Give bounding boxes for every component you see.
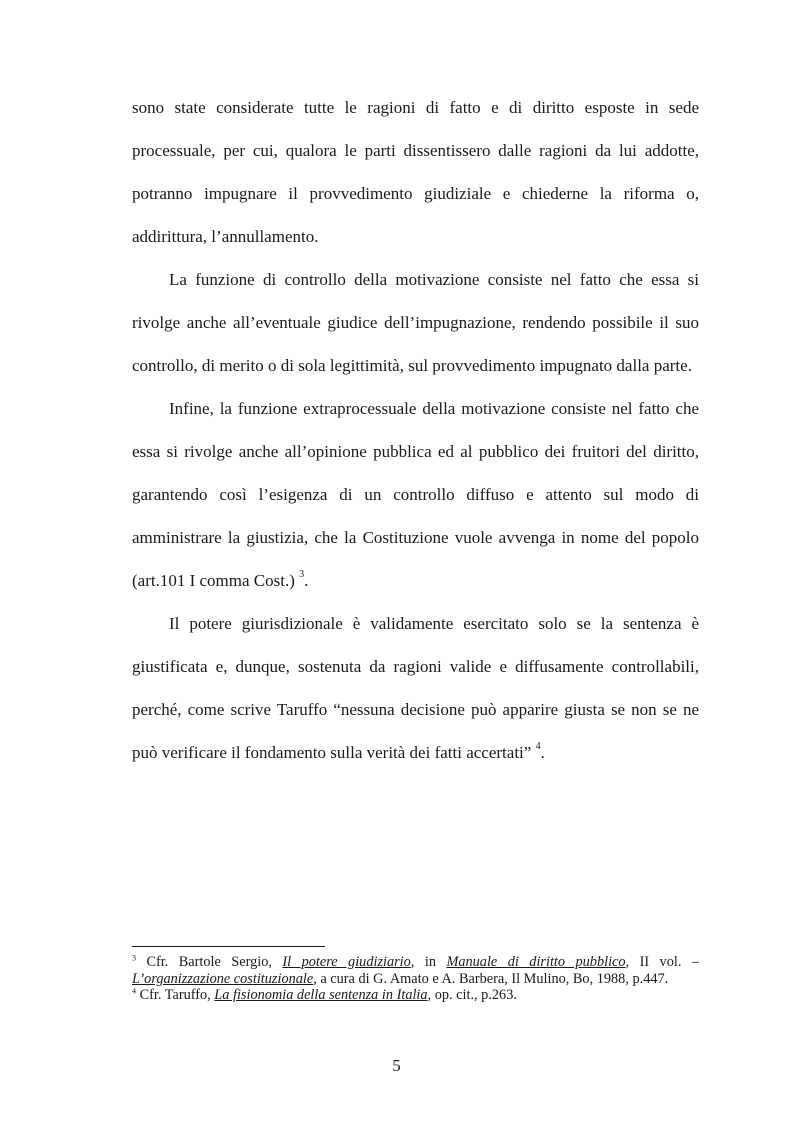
footnote-title-link: Il potere giudiziario xyxy=(282,954,411,970)
footnote-text: Cfr. Bartole Sergio, xyxy=(136,954,283,970)
body-text xyxy=(132,86,699,774)
footnotes xyxy=(132,954,699,1004)
paragraph-text: Infine, la funzione extraprocessuale della motivazione consiste nel fatto che essa si rivolge anche all’opinione pubblica ed al pubblico dei fruitori del diritto, garantendo così l’esigenza di un controllo diffuso e attento sul modo di amministrare la giustizia, che la Costituzione vuole avvenga in nome del popolo (art.101 I comma Cost.) xyxy=(132,399,699,590)
footnote-separator xyxy=(132,946,325,947)
paragraph-tail: . xyxy=(540,743,545,762)
footnote-number: 3 xyxy=(132,953,136,963)
paragraph-text: sono state considerate tutte le ragioni di fatto e di diritto esposte in sede processuale, per cui, qualora le parti dissentissero dalle ragioni da lui addotte, potranno impugnare il provvedimento giudiziale e chiederne la riforma o, addirittura, l’annullamento. xyxy=(132,98,699,246)
paragraph-jurisdictional-power xyxy=(132,602,699,774)
footnote-4 xyxy=(132,987,699,1004)
page-number: 5 xyxy=(392,1056,401,1075)
paragraph-text: La funzione di controllo della motivazione consiste nel fatto che essa si rivolge anche all’eventuale giudice dell’impugnazione, rendendo possibile il suo controllo, di merito o di sola legittimità, sul provvedimento impugnato dalla parte. xyxy=(132,270,699,375)
paragraph-extraprocessual-function xyxy=(132,387,699,602)
footnote-title-link: L’organizzazione costituzionale xyxy=(132,970,314,987)
footnote-text: , op. cit., p.263. xyxy=(427,987,517,1003)
footnote-3 xyxy=(132,954,699,987)
paragraph-continuation xyxy=(132,86,699,258)
footnote-text: Cfr. Taruffo, xyxy=(136,987,215,1003)
footnote-text: , II vol. – xyxy=(625,954,700,970)
paragraph-text: Il potere giurisdizionale è validamente esercitato solo se la sentenza è giustificata e, dunque, sostenuta da ragioni valide e diffusamente controllabili, perché, come scrive Taruffo “nessuna decisione può apparire giusta se non se ne può verificare il fondamento sulla verità dei fatti accertati” xyxy=(132,614,699,762)
paragraph-tail: . xyxy=(304,571,309,590)
footnote-reference[interactable]: 3 xyxy=(299,569,305,580)
paragraph-control-function xyxy=(132,258,699,387)
footnote-title-link: La fisionomia della sentenza in Italia xyxy=(214,987,428,1003)
footnote-text: , in xyxy=(410,954,447,970)
footnote-text: , a cura di G. Amato e A. Barbera, Il Mulino, Bo, 1988, p.447. xyxy=(313,970,669,987)
footnote-title-link: Manuale di diritto pubblico xyxy=(446,954,626,970)
footnote-reference[interactable]: 4 xyxy=(535,741,541,752)
footnote-number: 4 xyxy=(132,986,136,996)
